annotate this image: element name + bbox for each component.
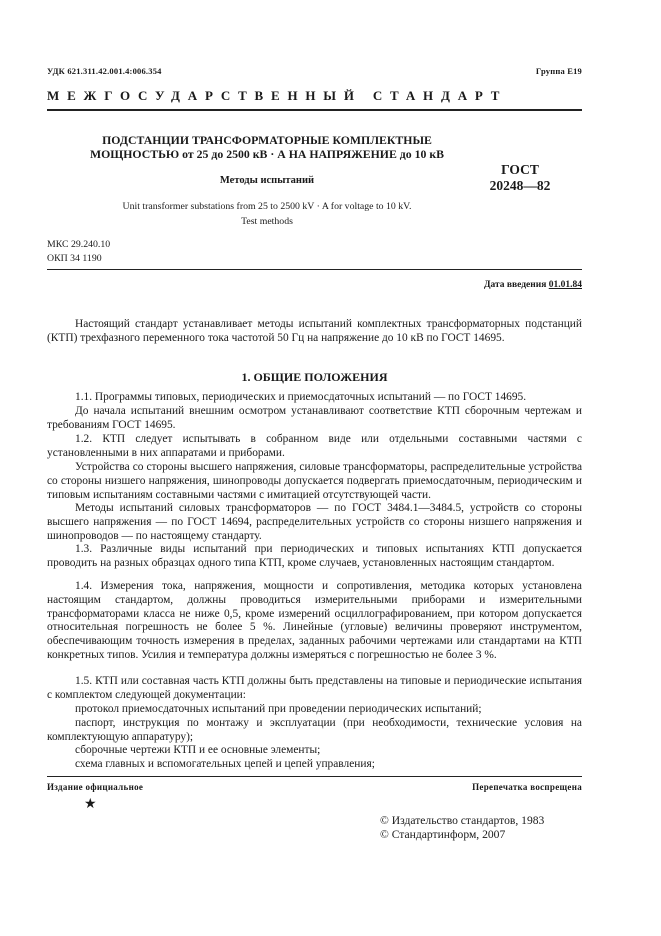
interstate-standard-heading: МЕЖГОСУДАРСТВЕННЫЙ СТАНДАРТ	[47, 88, 508, 103]
english-title	[62, 199, 472, 229]
copyright-line-1: © Издательство стандартов, 1983	[380, 814, 545, 827]
classification-codes	[47, 238, 110, 266]
reprint-notice: Перепечатка воспрещена	[472, 782, 582, 792]
title-line-2: МОЩНОСТЬЮ от 25 до 2500 кВ · А НА НАПРЯЖЕНИЕ до 10 кВ	[89, 147, 445, 161]
document-subtitle: Методы испытаний	[219, 175, 315, 186]
paragraph: схема главных и вспомогательных цепей и цепей управления;	[75, 758, 375, 770]
paragraph: 1.3. Различные виды испытаний при периодических и типовых испытаниях КТП допускается проводить на разных образцах одного типа КТП, кроме случаев, установленных настоящим стандартом.	[47, 543, 582, 569]
english-title-line-1: Unit transformer substations from 25 to 2500 kV · A for voltage to 10 kV.	[122, 201, 412, 212]
date-value: 01.01.84	[548, 280, 582, 290]
paragraph: 1.2. КТП следует испытывать в собранном виде или отдельными составными частями с установленными в них аппаратами и приборами.	[47, 433, 582, 459]
paragraph: 1.5. КТП или составная часть КТП должны быть представлены на типовые и периодические испытания с комплектом следующей документации:	[47, 675, 582, 701]
footer-rule	[47, 776, 582, 777]
okp-code: ОКП 34 1190	[47, 253, 102, 264]
gost-designation	[480, 162, 560, 194]
date-label: Дата введения	[483, 280, 547, 290]
header-rule	[47, 109, 582, 111]
section-heading: 1. ОБЩИЕ ПОЛОЖЕНИЯ	[241, 370, 388, 384]
paragraph: протокол приемосдаточных испытаний при проведении периодических испытаний;	[75, 703, 482, 715]
paragraph: 1.4. Измерения тока, напряжения, мощности и сопротивления, методика которых установлена настоящим стандартом, должны проводиться измерительными приборами и измерительными трансформаторами класса не ниже 0,5, кроме измерений осциллографированием, при котором допускается относительная погрешность не более 5 %. Линейные (угловые) величины проверяют инструментом, обеспечивающим точность измерения в пределах, заданных рабочими чертежами или стандартами на КТП конкретных типов. Усилия и температура должны измеряться с погрешностью не более 3 %.	[47, 580, 582, 661]
copyright-block	[380, 814, 582, 842]
gost-label: ГОСТ	[501, 162, 539, 177]
introduction-date	[300, 280, 582, 290]
english-title-line-2: Test methods	[241, 216, 293, 227]
title-line-1: ПОДСТАНЦИИ ТРАНСФОРМАТОРНЫЕ КОМПЛЕКТНЫЕ	[102, 133, 432, 147]
intro-paragraph: Настоящий стандарт устанавливает методы испытаний комплектных трансформаторных подстанций (КТП) трехфазного переменного тока частотой 50 Гц на напряжение до 10 кВ по ГОСТ 14695.	[47, 318, 582, 344]
official-edition: Издание официальное	[47, 782, 144, 792]
paragraph: До начала испытаний внешним осмотром устанавливают соответствие КТП сборочным чертежам и требованиям ГОСТ 14695.	[47, 405, 582, 431]
star-icon: ★	[84, 797, 97, 812]
udk-code: УДК 621.311.42.001.4:006.354	[47, 66, 162, 76]
gost-number: 20248—82	[489, 178, 551, 193]
paragraph: 1.1. Программы типовых, периодических и приемосдаточных испытаний — по ГОСТ 14695.	[75, 391, 527, 403]
group-code: Группа Е19	[535, 66, 582, 76]
paragraph: паспорт, инструкция по монтажу и эксплуатации (при необходимости, технические условия на комплектующую аппаратуру);	[47, 717, 582, 743]
copyright-line-2: © Стандартинформ, 2007	[380, 828, 506, 841]
paragraph: сборочные чертежи КТП и ее основные элементы;	[75, 744, 321, 756]
mks-code: МКС 29.240.10	[47, 239, 111, 250]
date-rule	[47, 269, 582, 270]
paragraph: Устройства со стороны высшего напряжения, силовые трансформаторы, распределительные устройства со стороны низшего напряжения, шинопроводы допускается подвергать приемосдаточным, периодическим и типовым испытаниям составными частями с имитацией отсутствующей части.	[47, 461, 582, 501]
document-title	[62, 133, 472, 161]
paragraph: Методы испытаний силовых трансформаторов — по ГОСТ 3484.1—3484.5, устройств со стороны высшего напряжения — по ГОСТ 14694, распределительных устройств со стороны низшего напряжения и шинопроводов — по настоящему стандарту.	[47, 502, 582, 542]
